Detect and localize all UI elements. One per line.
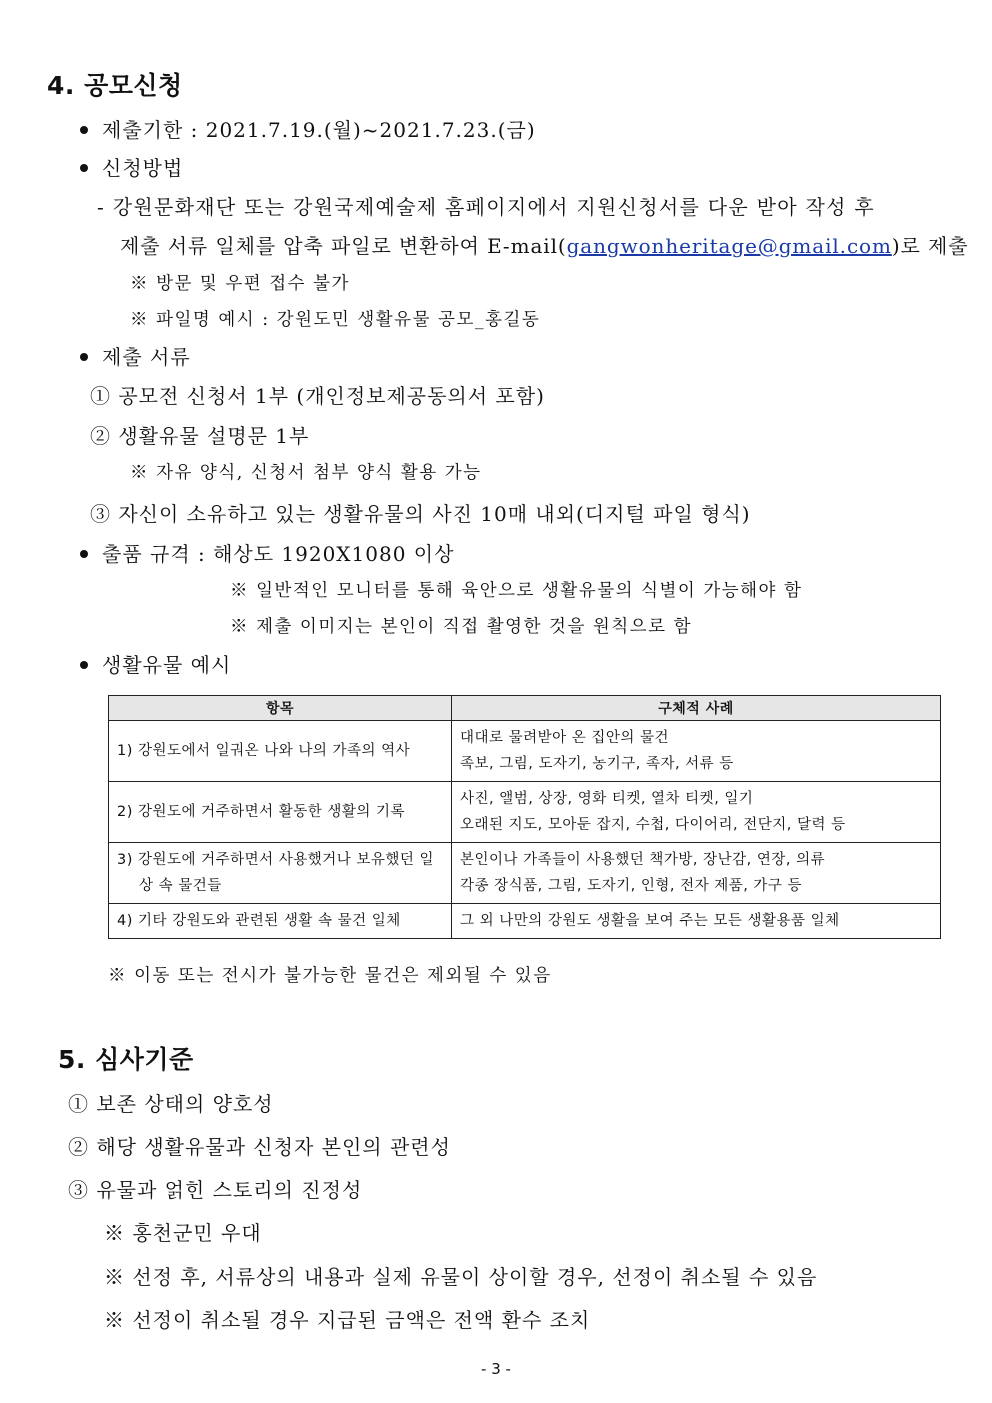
docs-label: 제출 서류 bbox=[102, 345, 191, 369]
doc-3: ③ 자신이 소유하고 있는 생활유물의 사진 10매 내외(디지털 파일 형식) bbox=[90, 502, 751, 526]
table-header-case: 구체적 사례 bbox=[452, 696, 941, 721]
section-5-title: 5. 심사기준 bbox=[58, 1045, 194, 1074]
table-cell-item-text: 3) 강원도에 거주하면서 사용했거나 보유했던 일상 속 물건들 bbox=[117, 852, 435, 894]
case-line: 오래된 지도, 모아둔 잡지, 수첩, 다이어리, 전단지, 달력 등 bbox=[460, 817, 846, 833]
case-line: 본인이나 가족들이 사용했던 책가방, 장난감, 연장, 의류 bbox=[460, 852, 826, 868]
doc-2-note: ※ 자유 양식, 신청서 첨부 양식 활용 가능 bbox=[130, 463, 482, 483]
bullet-icon bbox=[80, 550, 88, 558]
table-cell-case bbox=[452, 843, 941, 904]
case-line: 그 외 나만의 강원도 생활을 보여 주는 모든 생활용품 일체 bbox=[460, 913, 840, 929]
table-header-row bbox=[109, 696, 941, 721]
method-label: 신청방법 bbox=[102, 156, 184, 180]
deadline-text: 제출기한 : 2021.7.19.(월)~2021.7.23.(금) bbox=[102, 118, 536, 142]
doc-2: ② 생활유물 설명문 1부 bbox=[90, 424, 310, 448]
criterion-note-3: ※ 선정이 취소될 경우 지급된 금액은 전액 환수 조치 bbox=[104, 1308, 591, 1332]
table-row bbox=[109, 721, 941, 782]
bullet-icon bbox=[80, 353, 88, 361]
criterion-note-1: ※ 홍천군민 우대 bbox=[104, 1221, 262, 1245]
examples-item bbox=[80, 649, 231, 678]
method-line-2-pre: 제출 서류 일체를 압축 파일로 변환하여 E-mail( bbox=[120, 234, 567, 258]
spec-item bbox=[80, 538, 454, 567]
spec-text: 출품 규격 : 해상도 1920X1080 이상 bbox=[102, 542, 455, 566]
table-header-item: 항목 bbox=[109, 696, 452, 721]
table-cell-case bbox=[452, 721, 941, 782]
deadline-item bbox=[80, 114, 536, 143]
docs-item bbox=[80, 341, 191, 370]
criterion-3: ③ 유물과 얽힌 스토리의 진정성 bbox=[68, 1178, 363, 1202]
page-number: - 3 - bbox=[481, 1360, 511, 1378]
table-row bbox=[109, 843, 941, 904]
note-no-mail: ※ 방문 및 우편 접수 불가 bbox=[130, 274, 350, 294]
case-line: 사진, 앨범, 상장, 영화 티켓, 열차 티켓, 일기 bbox=[460, 791, 754, 807]
table-cell-case bbox=[452, 782, 941, 843]
criterion-2: ② 해당 생활유물과 신청자 본인의 관련성 bbox=[68, 1135, 451, 1159]
case-line: 족보, 그림, 도자기, 농기구, 족자, 서류 등 bbox=[460, 756, 734, 772]
table-cell-case bbox=[452, 904, 941, 939]
method-item bbox=[80, 152, 183, 181]
bullet-icon bbox=[80, 126, 88, 134]
table-cell-item: 2) 강원도에 거주하면서 활동한 생활의 기록 bbox=[109, 782, 452, 843]
table-cell-item bbox=[109, 843, 452, 904]
case-line: 대대로 물려받아 온 집안의 물건 bbox=[460, 730, 670, 746]
method-line-2 bbox=[120, 230, 968, 259]
note-filename: ※ 파일명 예시 : 강원도민 생활유물 공모_홍길동 bbox=[130, 310, 541, 330]
spec-note-1: ※ 일반적인 모니터를 통해 육안으로 생활유물의 식별이 가능해야 함 bbox=[230, 581, 803, 601]
table-cell-item: 1) 강원도에서 일궈온 나와 나의 가족의 역사 bbox=[109, 721, 452, 782]
table-row bbox=[109, 782, 941, 843]
table-cell-item: 4) 기타 강원도와 관련된 생활 속 물건 일체 bbox=[109, 904, 452, 939]
table-note: ※ 이동 또는 전시가 불가능한 물건은 제외될 수 있음 bbox=[108, 966, 552, 986]
criterion-1: ① 보존 상태의 양호성 bbox=[68, 1092, 274, 1116]
doc-1: ① 공모전 신청서 1부 (개인정보제공동의서 포함) bbox=[90, 384, 545, 408]
method-line-2-post: )로 제출 bbox=[891, 234, 969, 258]
section-4-title: 4. 공모신청 bbox=[47, 71, 183, 100]
bullet-icon bbox=[80, 164, 88, 172]
bullet-icon bbox=[80, 661, 88, 669]
criterion-note-2: ※ 선정 후, 서류상의 내용과 실제 유물이 상이할 경우, 선정이 취소될 수 있음 bbox=[104, 1265, 818, 1289]
examples-table bbox=[108, 695, 941, 939]
spec-note-2: ※ 제출 이미지는 본인이 직접 촬영한 것을 원칙으로 함 bbox=[230, 617, 693, 637]
case-line: 각종 장식품, 그림, 도자기, 인형, 전자 제품, 가구 등 bbox=[460, 878, 803, 894]
method-line-1: - 강원문화재단 또는 강원국제예술제 홈페이지에서 지원신청서를 다운 받아 작성 후 bbox=[97, 195, 876, 219]
table-row bbox=[109, 904, 941, 939]
email-link[interactable]: gangwonheritage@gmail.com bbox=[566, 234, 892, 258]
examples-label: 생활유물 예시 bbox=[102, 653, 232, 677]
